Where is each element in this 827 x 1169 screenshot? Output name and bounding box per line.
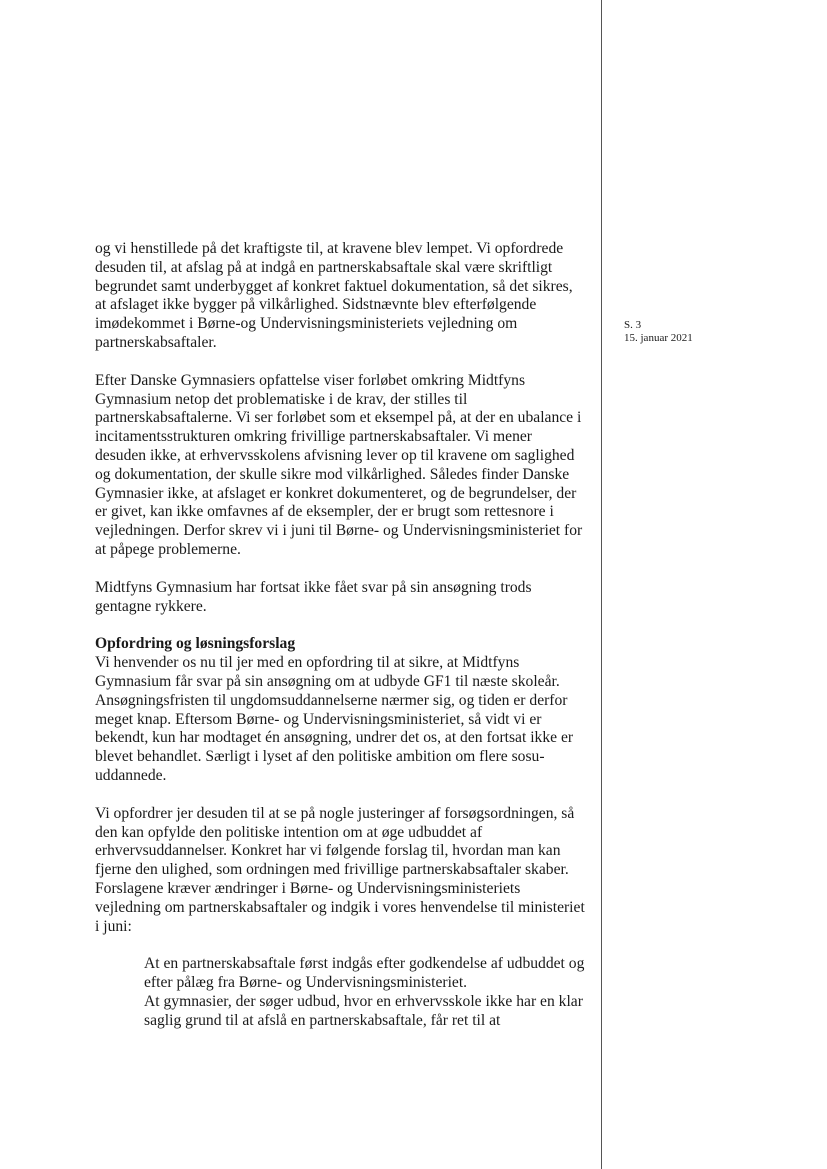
page-number: S. 3: [624, 319, 642, 331]
paragraph: Vi opfordrer jer desuden til at se på nogle justeringer af forsøgsordningen, så den kan opfylde den politiske intention om at øge udbuddet af erhvervsuddannelser. Konkret har vi følgende forslag til, hvordan man kan fjerne den ulighed, som ordningen med frivillige partnerskabsaftaler skaber. Forslagene kræver ændringer i Børne- og Undervisningsministeriets vejledning om partnerskabsaftaler og indgik i vores henvendelse til ministeriet i juni:: [95, 804, 585, 935]
list-item: At gymnasier, der søger udbud, hvor en erhvervsskole ikke har en klar saglig grund til at afslå en partnerskabsaftale, får ret til at: [144, 992, 583, 1029]
list-item: At en partnerskabsaftale først indgås efter godkendelse af udbuddet og efter pålæg fra Børne- og Undervisningsministeriet.: [144, 955, 585, 992]
page-meta: [624, 319, 693, 345]
letter-body: [95, 240, 585, 1030]
paragraph: Midtfyns Gymnasium har fortsat ikke fået svar på sin ansøgning trods gentagne rykkere.: [95, 578, 532, 615]
paragraph: Efter Danske Gymnasiers opfattelse viser forløbet omkring Midtfyns Gymnasium netop det problematiske i de krav, der stilles til partnerskabsaftalerne. Vi ser forløbet som et eksempel på, at der en ubalance i incitamentsstrukturen omkring frivillige partnerskabsaftaler. Vi mener desuden ikke, at erhvervsskolens afvisning lever op til kravene om saglighed og dokumentation, der skulle sikre mod vilkårlighed. Således finder Danske Gymnasier ikke, at afslaget er konkret dokumenteret, og de begrundelser, der er givet, kan ikke omfavnes af de eksempler, der er brugt som rettesnore i vejledningen. Derfor skrev vi i juni til Børne- og Undervisningsministeriet for at påpege problemerne.: [95, 371, 583, 558]
document-date: 15. januar 2021: [624, 332, 693, 344]
proposal-list: [95, 955, 585, 1030]
margin-divider: [601, 0, 602, 1169]
section-heading: Opfordring og løsningsforslag: [95, 635, 296, 653]
paragraph: og vi henstillede på det kraftigste til, at kravene blev lempet. Vi opfordrede desuden til, at afslag på at indgå en partnerskabsaftale skal være skriftligt begrundet samt underbygget af konkret faktuel dokumentation, så det sikres, at afslaget ikke bygger på vilkårlighed. Sidstnævnte blev efterfølgende imødekommet i Børne-og Undervisningsministeriets vejledning om partnerskabsaftaler.: [95, 240, 573, 351]
paragraph: Vi henvender os nu til jer med en opfordring til at sikre, at Midtfyns Gymnasium får svar på sin ansøgning om at udbyde GF1 til næste skoleår. Ansøgningsfristen til ungdomsuddannelserne nærmer sig, og tiden er derfor meget knap. Eftersom Børne- og Undervisningsministeriet, så vidt vi er bekendt, kun har modtaget én ansøgning, undrer det os, at den fortsat ikke er blevet behandlet. Særligt i lyset af den politiske ambition om flere sosu-uddannede.: [95, 654, 574, 784]
